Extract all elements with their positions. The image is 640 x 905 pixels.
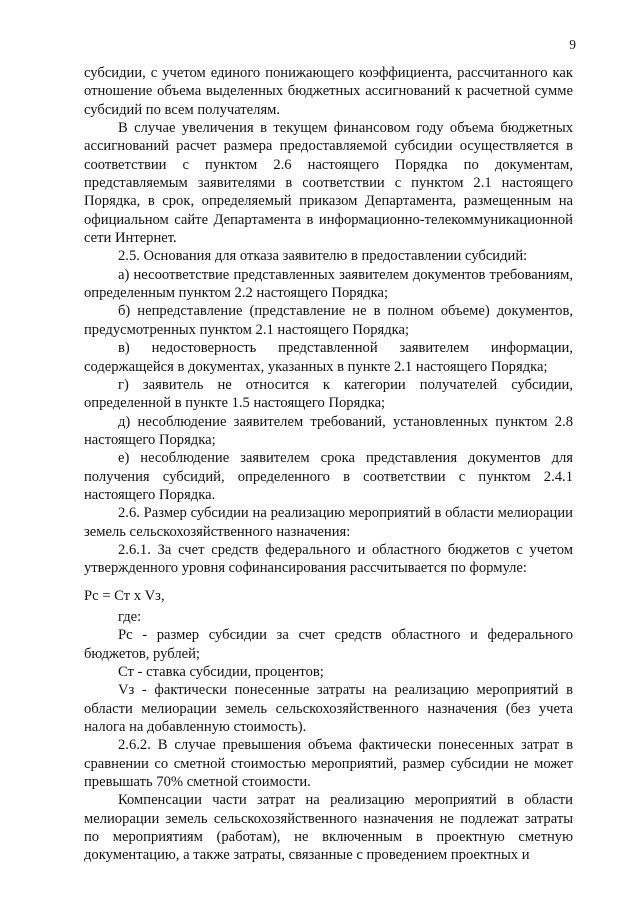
definition-vz: Vз - фактически понесенные затраты на реализацию мероприятий в области мелиорации земель сельскохозяйственного назначения (без учета налога на добавленную стоимость). <box>84 682 573 736</box>
paragraph-2-6-2: 2.6.2. В случае превышения объема фактически понесенных затрат в сравнении со сметной стоимостью мероприятий, размер субсидии не может превышать 70% сметной стоимости. <box>84 737 573 791</box>
paragraph-2-6-1: 2.6.1. За счет средств федерального и областного бюджетов с учетом утвержденного уровня софинансирования рассчитывается по формуле: <box>84 541 573 577</box>
paragraph-continuation: субсидии, с учетом единого понижающего коэффициента, рассчитанного как отношение объема выделенных бюджетных ассигнований к расчетной сумме субсидий по всем получателям. <box>84 65 573 118</box>
paragraph-budget-increase: В случае увеличения в текущем финансовом году объема бюджетных ассигнований расчет размера предоставляемой субсидии осуществляется в соответствии с пунктом 2.6 настоящего Порядка по документам, представляемым заявителями в соответствии с пунктом 2.1 настоящего Порядка, в срок, определяемый приказом Департамента, размещенным на официальном сайте Департамента в информационно-телекоммуникационной сети Интернет. <box>84 120 573 247</box>
definition-st: Ст - ставка субсидии, процентов; <box>118 664 324 680</box>
paragraph-2-6: 2.6. Размер субсидии на реализацию мероприятий в области мелиорации земель сельскохозяйственного назначения: <box>84 505 573 540</box>
paragraph-2-5-heading: 2.5. Основания для отказа заявителю в предоставлении субсидий: <box>118 248 528 265</box>
formula: Рс = Ст х Vз, <box>84 587 165 604</box>
list-item-b: б) непредставление (представление не в полном объеме) документов, предусмотренных пунктом 2.1 настоящего Порядка; <box>84 303 573 338</box>
list-item-g: г) заявитель не относится к категории получателей субсидии, определенной в пункте 1.5 настоящего Порядка; <box>84 376 573 412</box>
paragraph-compensation: Компенсации части затрат на реализацию мероприятий в области мелиорации земель сельскохозяйственного назначения не подлежат затраты по мероприятиям (работам), не включенным в проектную сметную документацию, а также затраты, связанные с проведением проектных и <box>84 792 573 864</box>
formula-where-label: где: <box>118 608 142 625</box>
page-number: 9 <box>569 37 576 52</box>
list-item-a: а) несоответствие представленных заявителем документов требованиям, определенным пунктом 2.2 настоящего Порядка; <box>84 266 573 302</box>
list-item-e: е) несоблюдение заявителем срока представления документов для получения субсидий, определенного в соответствии с пунктом 2.4.1 настоящего Порядка. <box>84 450 573 503</box>
list-item-v: в) недостоверность представленной заявителем информации, содержащейся в документах, указанных в пункте 2.1 настоящего Порядка; <box>84 340 573 375</box>
list-item-d: д) несоблюдение заявителем требований, установленных пунктом 2.8 настоящего Порядка; <box>84 413 573 448</box>
document-body <box>84 64 573 865</box>
definition-rs: Рс - размер субсидии за счет средств областного и федерального бюджетов, рублей; <box>84 627 573 662</box>
